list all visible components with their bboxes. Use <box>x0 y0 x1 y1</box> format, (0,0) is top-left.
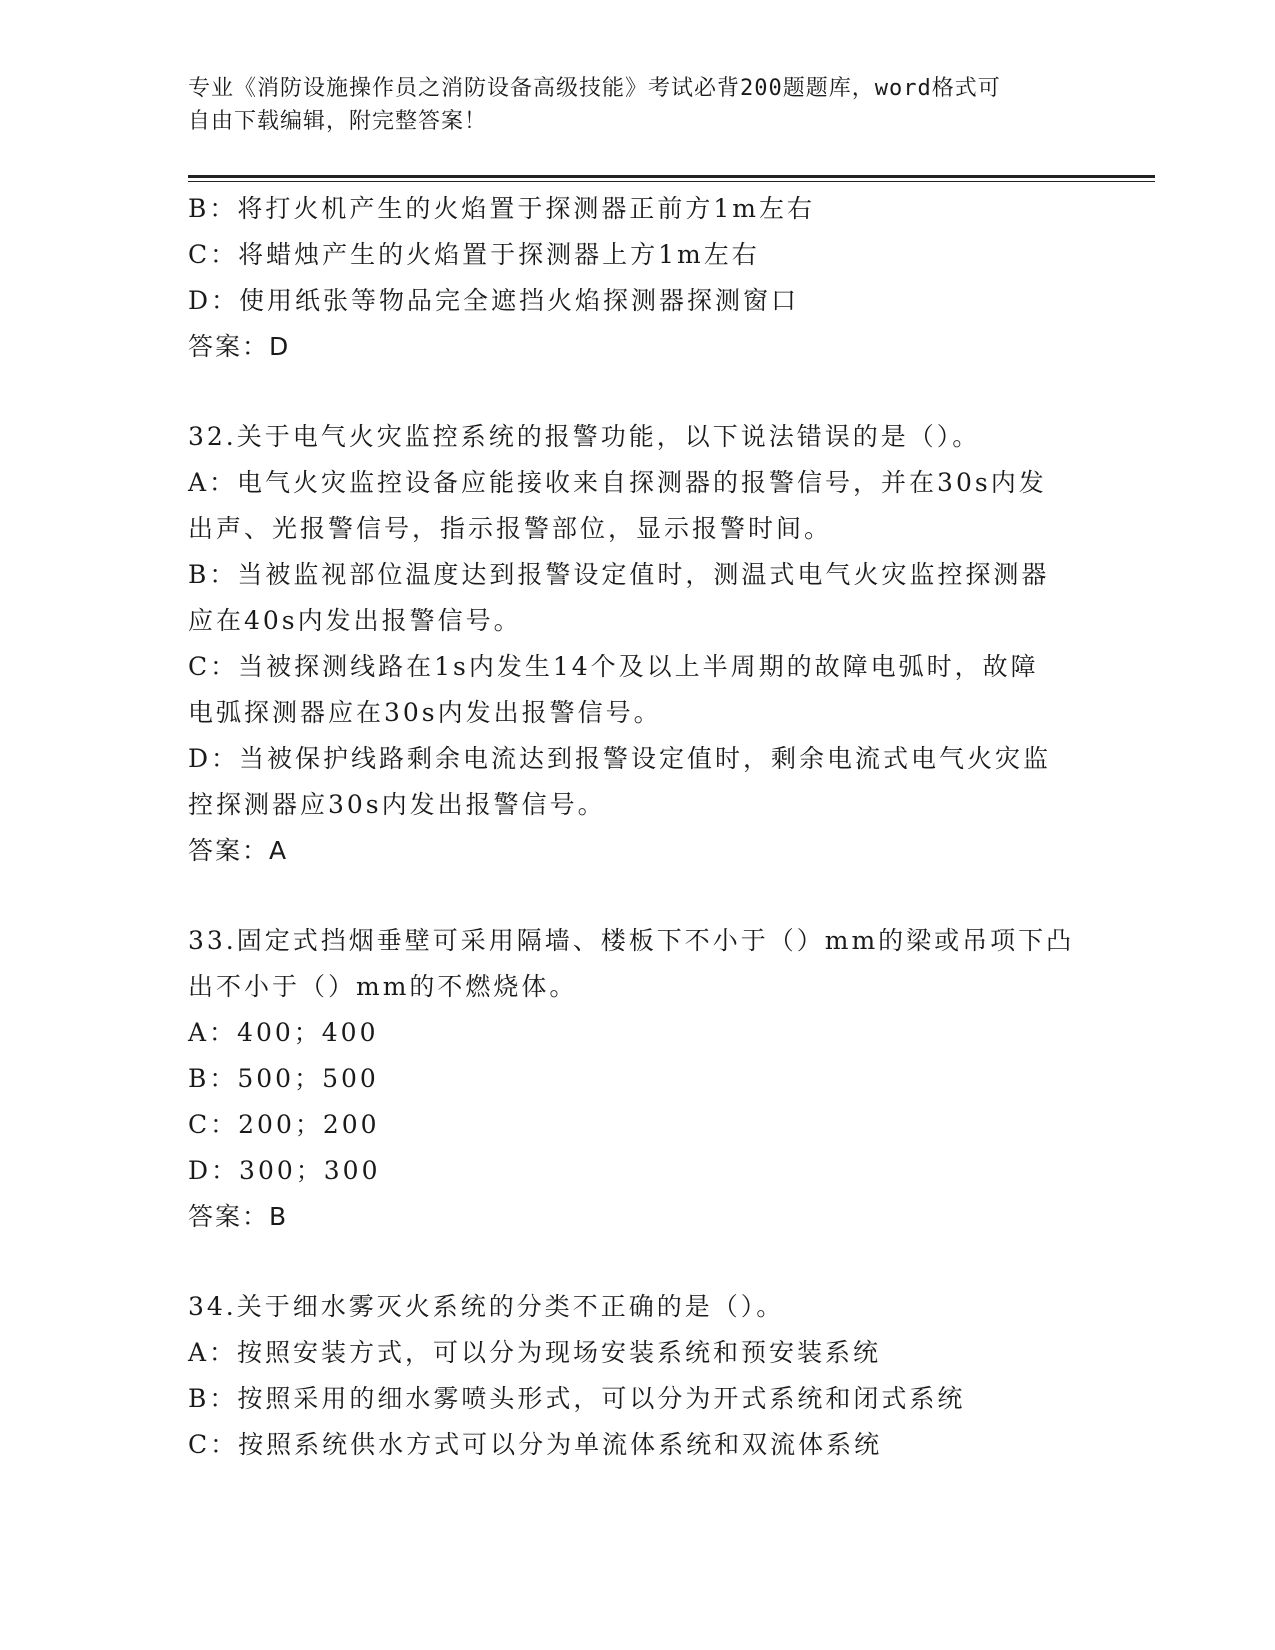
option-d-line-2: 控探测器应30s内发出报警信号。 <box>188 790 606 819</box>
option-a-line-2: 出声、光报警信号，指示报警部位，显示报警时间。 <box>188 514 833 543</box>
option-d: D：300；300 <box>188 1156 381 1185</box>
option-d-line-1: D：当被保护线路剩余电流达到报警设定值时，剩余电流式电气火灾监 <box>188 744 1052 773</box>
question-stem: 32.关于电气火灾监控系统的报警功能，以下说法错误的是（）。 <box>188 422 981 451</box>
header-divider-thin <box>188 181 1155 182</box>
question-34 <box>188 1284 1088 1468</box>
option-a: A：400；400 <box>188 1018 379 1047</box>
question-stem-line-1: 33.固定式挡烟垂壁可采用隔墙、楼板下不小于（）mm的梁或吊项下凸 <box>188 926 1075 955</box>
header-divider-thick <box>188 175 1155 178</box>
question-31-continued <box>188 186 1088 370</box>
option-b: B：按照采用的细水雾喷头形式，可以分为开式系统和闭式系统 <box>188 1384 966 1413</box>
answer: 答案：D <box>188 332 291 361</box>
question-33 <box>188 918 1088 1240</box>
option-b-line-1: B：当被监视部位温度达到报警设定值时，测温式电气火灾监控探测器 <box>188 560 1050 589</box>
option-c: C：将蜡烛产生的火焰置于探测器上方1m左右 <box>188 240 760 269</box>
page-header <box>188 72 1068 138</box>
answer: 答案：A <box>188 836 289 865</box>
option-a: A：按照安装方式，可以分为现场安装系统和预安装系统 <box>188 1338 882 1367</box>
option-b: B：500；500 <box>188 1064 379 1093</box>
option-c-line-2: 电弧探测器应在30s内发出报警信号。 <box>188 698 662 727</box>
option-c-line-1: C：当被探测线路在1s内发生14个及以上半周期的故障电弧时，故障 <box>188 652 1039 681</box>
header-line-1: 专业《消防设施操作员之消防设备高级技能》考试必背200题题库，word格式可 <box>188 76 1001 101</box>
option-d: D：使用纸张等物品完全遮挡火焰探测器探测窗口 <box>188 286 800 315</box>
question-32 <box>188 414 1088 874</box>
option-c: C：200；200 <box>188 1110 380 1139</box>
answer: 答案：B <box>188 1202 289 1231</box>
option-b: B：将打火机产生的火焰置于探测器正前方1m左右 <box>188 194 815 223</box>
question-stem-line-2: 出不小于（）mm的不燃烧体。 <box>188 972 578 1001</box>
option-c: C：按照系统供水方式可以分为单流体系统和双流体系统 <box>188 1430 883 1459</box>
option-a-line-1: A：电气火灾监控设备应能接收来自探测器的报警信号，并在30s内发 <box>188 468 1047 497</box>
question-list <box>188 186 1088 1468</box>
option-b-line-2: 应在40s内发出报警信号。 <box>188 606 522 635</box>
header-line-2: 自由下载编辑，附完整答案！ <box>188 109 488 134</box>
question-stem: 34.关于细水雾灭火系统的分类不正确的是（）。 <box>188 1292 785 1321</box>
